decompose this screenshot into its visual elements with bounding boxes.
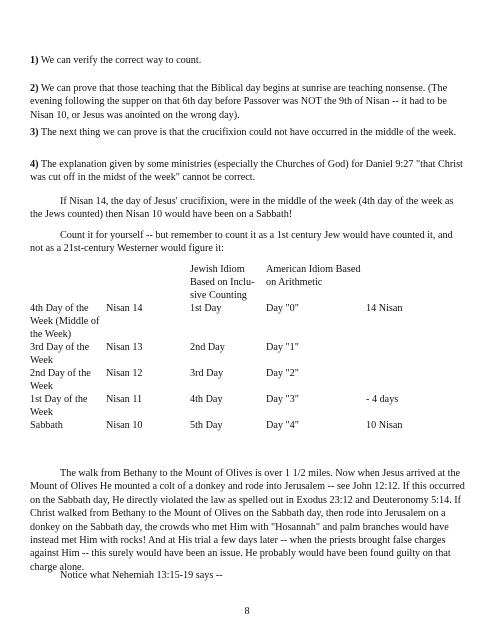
paragraph-count: Count it for yourself -- but remember to count it as a 1st century Jew would have counted it, and not as a 21st-century Westerner would figure it:: [30, 230, 453, 255]
table-cell-weekday: 3rd Day of the Week: [30, 342, 90, 366]
paragraph-nehemiah: Notice what Nehemiah 13:15-19 says --: [60, 570, 223, 581]
table-cell-weekday: 2nd Day of the Week: [30, 368, 91, 392]
table-cell-note: [366, 367, 446, 393]
table-cell-jewish-day: 1st Day: [190, 303, 222, 314]
table-header-cell: [30, 263, 106, 302]
table-cell-jewish-day: 2nd Day: [190, 342, 225, 353]
table-header-american-idiom: American Idiom Based on Arithmetic: [266, 264, 361, 288]
paragraph-walk: The walk from Bethany to the Mount of Olives is over 1 1/2 miles. Now when Jesus arrived at the Mount of Olives He mounted a colt of a donkey and rode into Jerusalem -- see John 12:12. If this occurred on the Sabbath day, He directly violated the law as spelled out in Exodus 23:12 and Deuteronomy 5:14. If Christ walked from Bethany to the Mount of Olives on the Sabbath day, then rode into Jerusalem on a donkey on the Sabbath day, the crowds who met Him with "Hosannah" and palm branches would have instead met Him with rocks! And at His trial a few days later -- when the priests brought false charges against Him -- this surely would have been an issue. He probably would have been found guilty on that charge alone.: [30, 468, 465, 573]
point-4-number: 4): [30, 159, 39, 170]
table-cell-jewish-day: 3rd Day: [190, 368, 224, 379]
table-cell-nisan: Nisan 13: [106, 342, 143, 353]
table-cell-weekday: Sabbath: [30, 420, 63, 431]
table-header-jewish-idiom: Jewish Idiom Based on Inclu-sive Counting: [190, 264, 255, 301]
idiom-table: [30, 263, 446, 432]
table-row: [30, 367, 446, 393]
table-cell-american-day: Day "2": [266, 368, 299, 379]
point-2-text: We can prove that those teaching that the Biblical day begins at sunrise are teaching nonsense. (The evening following the supper on that 6th day before Passover was NOT the 9th of Nisan -- it had to be Nisan 10, or Jesus was anointed on the wrong day).: [30, 83, 448, 121]
point-1-number: 1): [30, 55, 39, 66]
table-cell-note: [366, 341, 446, 367]
table-cell-american-day: Day "0": [266, 303, 299, 314]
table-cell-american-day: Day "4": [266, 420, 299, 431]
table-row: [30, 302, 446, 341]
table-cell-note: 10 Nisan: [366, 420, 403, 431]
table-header-cell: [106, 263, 190, 302]
page-number: 8: [244, 606, 250, 617]
table-cell-weekday: 4th Day of the Week (Middle of the Week): [30, 303, 100, 340]
table-cell-nisan: Nisan 12: [106, 368, 143, 379]
table-cell-note: 14 Nisan: [366, 303, 403, 314]
point-1: [30, 54, 468, 67]
table-cell-nisan: Nisan 10: [106, 420, 143, 431]
table-row: [30, 393, 446, 419]
table-cell-nisan: Nisan 14: [106, 303, 143, 314]
point-1-text: We can verify the correct way to count.: [38, 55, 202, 66]
point-2: [30, 82, 468, 122]
table-cell-american-day: Day "3": [266, 394, 299, 405]
point-3: [30, 126, 468, 139]
table-row: [30, 419, 446, 432]
table-cell-weekday: 1st Day of the Week: [30, 394, 88, 418]
paragraph-nisan-14: If Nisan 14, the day of Jesus' crucifixion, were in the middle of the week (4th day of the week as the Jews counted) then Nisan 10 would have been on a Sabbath!: [30, 196, 454, 221]
point-3-text: The next thing we can prove is that the crucifixion could not have occurred in the middle of the week.: [38, 127, 457, 138]
table-header-cell: [366, 263, 446, 302]
point-2-number: 2): [30, 83, 39, 94]
point-4-text: The explanation given by some ministries (especially the Churches of God) for Daniel 9:27 "that Christ was cut off in the midst of the week" cannot be correct.: [30, 159, 463, 184]
point-4: [30, 158, 468, 185]
table-header-row: [30, 263, 446, 302]
table-row: [30, 341, 446, 367]
table-cell-jewish-day: 5th Day: [190, 420, 223, 431]
table-cell-american-day: Day "1": [266, 342, 299, 353]
table-cell-note: - 4 days: [366, 394, 399, 405]
point-3-number: 3): [30, 127, 39, 138]
table-cell-jewish-day: 4th Day: [190, 394, 223, 405]
table-cell-nisan: Nisan 11: [106, 394, 143, 405]
